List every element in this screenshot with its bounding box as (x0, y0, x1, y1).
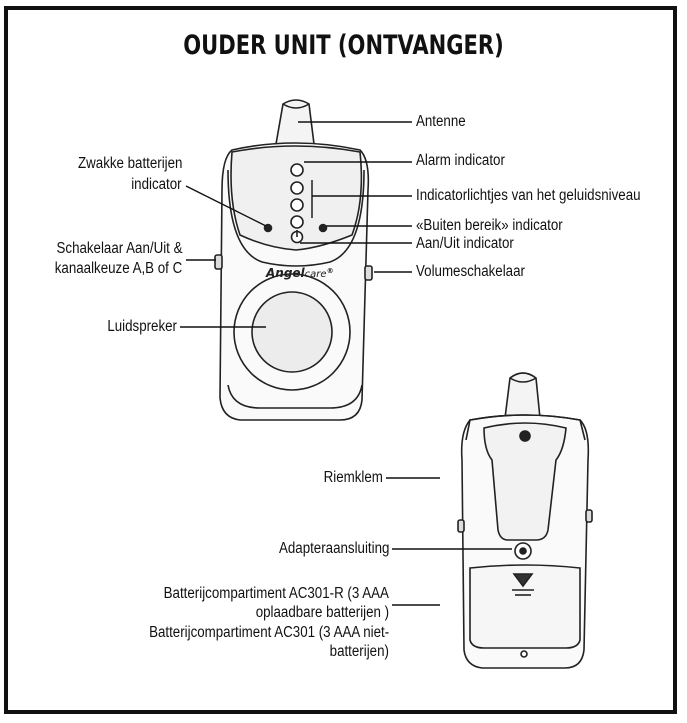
out-of-range-dot (320, 225, 327, 232)
page-title: OUDER UNIT (ONTVANGER) (183, 30, 504, 61)
volume-switch (365, 266, 372, 280)
label-zwakke-2: indicator (131, 176, 182, 193)
label-geluidsniveau: Indicatorlichtjes van het geluidsniveau (416, 187, 641, 204)
label-schakelaar-1: Schakelaar Aan/Uit & (56, 240, 182, 257)
label-alarm: Alarm indicator (416, 152, 505, 169)
power-channel-switch (215, 255, 222, 269)
label-batt-1: Batterijcompartiment AC301 (3 AAA niet- (148, 624, 389, 641)
speaker-icon (252, 292, 332, 372)
label-batt-2: batterijen) (329, 643, 389, 660)
label-zwakke-1: Zwakke batterijen (77, 155, 182, 172)
label-adapter: Adapteraansluiting (278, 540, 389, 557)
brand-logo: Angelcare® (266, 266, 334, 280)
indicator-light-icon (291, 164, 303, 176)
label-volume: Volumeschakelaar (416, 263, 525, 280)
label-batt-r-1: Batterijcompartiment AC301-R (3 AAA (163, 585, 389, 602)
label-riemklem: Riemklem (323, 469, 383, 486)
back-antenna-icon (505, 373, 540, 418)
label-buiten-bereik: «Buiten bereik» indicator (416, 217, 563, 234)
label-batt-r-2: oplaadbare batterijen ) (255, 604, 389, 621)
label-aan-uit: Aan/Uit indicator (416, 235, 514, 252)
label-schakelaar-2: kanaalkeuze A,B of C (54, 260, 182, 277)
label-antenne: Antenne (416, 113, 466, 130)
label-luidspreker: Luidspreker (107, 318, 177, 335)
